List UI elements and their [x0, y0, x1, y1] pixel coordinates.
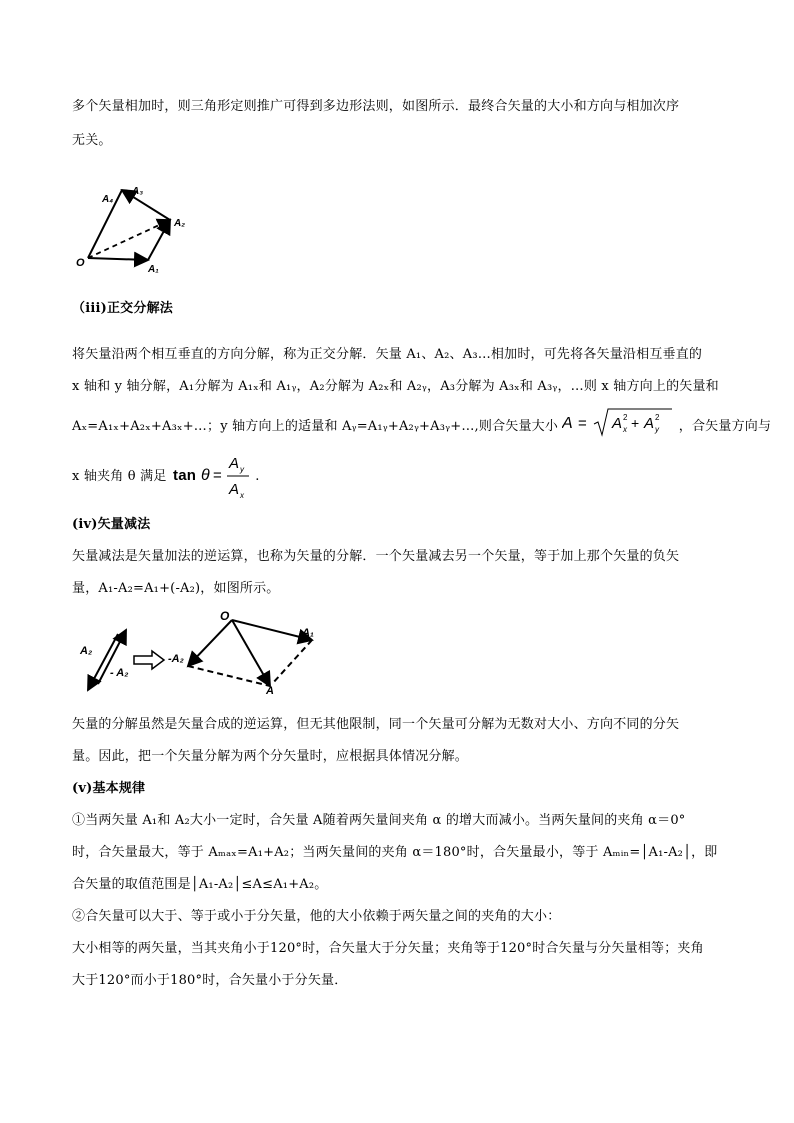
fig1-label-a2: A₂	[174, 218, 186, 229]
fig2-label-a: A	[266, 685, 274, 697]
intro-line-2: 无关。	[72, 133, 112, 148]
tan-formula	[171, 455, 251, 500]
dashed-a1-to-a	[272, 640, 312, 684]
fig1-label-a1: A₁	[148, 264, 159, 275]
section-iii-line-3b: ，合矢量方向与	[678, 419, 772, 434]
tan-text: tan	[172, 467, 197, 484]
section-iii-line-2: x 轴和 y 轴分解，A₁分解为 A₁ₓ和 A₁ᵧ，A₂分解为 A₂ₓ和 A₂ᵧ，A₃分解为 A₃ₓ和 A₃ᵧ，…则 x 轴方向上的矢量和	[72, 379, 719, 394]
fig2-label-neg-a2b: -A₂	[168, 653, 184, 665]
fig2-label-neg-a2: - A₂	[110, 667, 129, 679]
vector-a1-right	[232, 620, 312, 640]
fig2-label-o: O	[220, 609, 230, 623]
resultant-vector	[88, 220, 170, 258]
vector-a3	[122, 190, 170, 220]
intro-line-1: 多个矢量相加时，则三角形定则推广可得到多边形法则，如图所示．最终合矢量的大小和方向与相加次序	[72, 99, 680, 114]
section-v-line-2: 时，合矢量最大，等于 Aₘₐₓ=A₁+A₂；当两矢量间的夹角 α＝180°时，合矢量最小，等于 Aₘᵢₙ=│A₁-A₂│，即	[72, 845, 718, 860]
formula-a: A	[562, 415, 574, 432]
fig1-label-a3: A₃	[132, 186, 144, 197]
frac-numerator: A	[228, 455, 240, 472]
decomp-line-1: 矢量的分解虽然是矢量合成的逆运算，但无其他限制，同一个矢量可分解为无数对大小、方向不同的分矢	[72, 717, 680, 732]
section-v-line-1: ①当两矢量 A₁和 A₂大小一定时，合矢量 A随着两矢量间夹角 α 的增大而减小。当两矢量间的夹角 α＝0°	[72, 813, 686, 828]
frac-denominator-sub: x	[239, 491, 245, 500]
section-iii-line-4	[72, 455, 724, 500]
theta-text: θ	[200, 467, 210, 484]
formula-x-sub: x	[623, 425, 628, 434]
section-v-line-3: 合矢量的取值范围是│A₁-A₂│≤A≤A₁+A₂。	[72, 877, 328, 892]
section-iii-line-3a: Aₓ=A₁ₓ+A₂ₓ+A₃ₓ+…；y 轴方向上的适量和 Aᵧ=A₁ᵧ+A₂ᵧ+A₃ᵧ+…,则合矢量大小	[72, 419, 559, 434]
section-iv-line-2: 量，A₁-A₂=A₁+(-A₂)，如图所示。	[72, 581, 280, 596]
frac-numerator-sub: y	[239, 465, 245, 474]
formula-plus: +	[631, 415, 640, 431]
decomp-line-2: 量。因此，把一个矢量分解为两个分矢量时，应根据具体情况分解。	[72, 749, 469, 764]
formula-sup-2: 2	[655, 413, 661, 422]
vector-neg-a2-left	[188, 620, 232, 666]
fig1-label-o: O	[76, 257, 85, 269]
section-iv-title: (iv)矢量减法	[72, 517, 151, 532]
frac-denominator: A	[228, 481, 240, 498]
vector-subtraction-figure	[72, 606, 342, 702]
resultant-a	[232, 620, 270, 686]
formula-y-sub: y	[655, 425, 660, 434]
fig2-label-a2: A₂	[80, 645, 93, 657]
tan-eq: =	[212, 467, 222, 484]
formula-eq: =	[578, 415, 588, 432]
implies-arrow	[134, 651, 164, 669]
section-iii-title: （iii)正交分解法	[72, 301, 173, 316]
vector-a1	[88, 258, 148, 260]
section-iii-line-3	[72, 412, 772, 442]
dashed-neg-a2-to-a	[188, 666, 270, 686]
polygon-rule-figure	[70, 178, 200, 278]
section-iii-line-1: 将矢量沿两个相互垂直的方向分解，称为正交分解．矢量 A₁、A₂、A₃…相加时，可先将各矢量沿相互垂直的	[72, 347, 703, 362]
formula-ay: A	[644, 415, 655, 432]
section-v-line-4: ②合矢量可以大于、等于或小于分矢量，他的大小依赖于两矢量之间的夹角的大小：	[72, 909, 561, 924]
formula-ax: A	[612, 415, 623, 432]
fig1-label-a4: A₄	[102, 194, 114, 205]
section-iii-line-4a: x 轴夹角 θ 满足	[72, 469, 167, 484]
vector-a2	[148, 220, 170, 260]
magnitude-formula	[562, 412, 674, 442]
section-v-line-5: 大小相等的两矢量，当其夹角小于120°时，合矢量大于分矢量；夹角等于120°时合矢量与分矢量相等；夹角	[72, 941, 704, 956]
formula-sup-1: 2	[623, 413, 629, 422]
section-v-title: (v)基本规律	[72, 781, 146, 796]
section-iii-line-4b: .	[255, 469, 260, 484]
vector-neg-a2-down	[88, 634, 118, 690]
fig2-label-a1: A₁	[302, 627, 314, 639]
section-v-line-6: 大于120°而小于180°时，合矢量小于分矢量．	[72, 973, 348, 988]
section-iv-line-1: 矢量减法是矢量加法的逆运算，也称为矢量的分解．一个矢量减去另一个矢量，等于加上那个矢量的负矢	[72, 549, 680, 564]
